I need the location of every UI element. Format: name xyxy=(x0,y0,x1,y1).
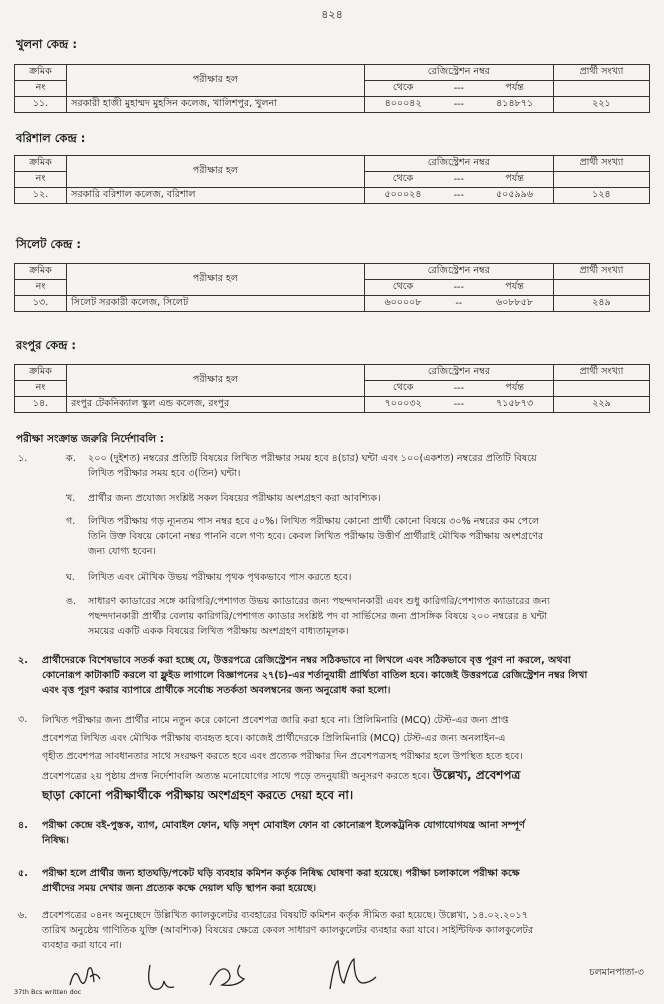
to-header: পর্যন্ত xyxy=(476,172,553,188)
dash-header: --- xyxy=(441,280,476,296)
instruction-line: লিখিত এবং মৌখিক উভয় পরীক্ষায় পৃথক পৃথকভাবে পাস করতে হবে। xyxy=(88,572,352,583)
signature-1 xyxy=(70,968,100,985)
serial-header: ক্রমিক xyxy=(15,365,67,381)
instruction-line: ব্যবহার করা যাবে না। xyxy=(42,940,122,951)
hall-header: পরীক্ষার হল xyxy=(67,264,365,296)
row-hall: রংপুর টেকনিক্যাল স্কুল এন্ড কলেজ, রংপুর xyxy=(67,397,365,413)
signature-2 xyxy=(149,965,174,989)
center-title-rangpur: রংপুর কেন্দ্র : xyxy=(16,338,77,352)
reg-header: রেজিস্ট্রেশন নম্বর xyxy=(364,365,553,381)
center-table-sylhet xyxy=(14,263,650,312)
instruction-line: সময়ের একটি একক বিষয়ের লিখিত পরীক্ষায় অংশগ্রহণ বাধ্যতামূলক। xyxy=(88,626,349,637)
to-header: পর্যন্ত xyxy=(476,81,553,97)
instruction-line: পরীক্ষা কেন্দ্রে বই-পুস্তক, ব্যাগ, মোবাইল ফোন, ঘড়ি সদৃশ মোবাইল ফোন বা কোনোরূপ ইলেকট্রনিক যোগাযোগযন্ত্র আনা সম্পূর্ণ xyxy=(42,820,525,831)
from-header: থেকে xyxy=(364,81,441,97)
instruction-line: প্রবেশপত্রের ২য় পৃষ্ঠায় প্রদত্ত নির্দেশাবলি অত্যন্ত মনোযোগের সাথে পড়ে তদনুযায়ী অনুসরণ করতে হবে। xyxy=(42,771,430,782)
instruction-6 xyxy=(18,908,648,956)
row-count: ২৪৯ xyxy=(553,296,649,312)
instruction-line: কোনোরূপ কাটাকাটি করলে বা ফ্লুইড লাগালে বিজ্ঞাপনের ২৭(চ)-এর শর্তানুযায়ী প্রার্থিতা বাতিল হবে। কাজেই উত্তরপত্রে রেজিস্ট্রেশন নম্বর লিখা xyxy=(42,670,588,681)
footer-note: 37th Bcs written doc xyxy=(14,988,82,996)
row-from: ৬০০০০৮ xyxy=(364,296,441,312)
row-serial: ১৪. xyxy=(15,397,67,413)
serial-header: ক্রমিক xyxy=(15,264,67,280)
count-header-blank xyxy=(553,81,649,97)
instruction-line: সাধারণ ক্যাডারের সঙ্গে কারিগরি/পেশাগত উভয় ক্যাডারের জন্য পছন্দদানকারী এবং শুধু কারিগরি/পেশাগত ক্যাডারের জন্য xyxy=(88,596,550,607)
row-to: ৭১৫৮৭৩ xyxy=(476,397,553,413)
reg-header: রেজিস্ট্রেশন নম্বর xyxy=(364,264,553,280)
instruction-emphasis: উল্লেখ্য, প্রবেশপত্র xyxy=(433,768,521,782)
instructions-title: পরীক্ষা সংক্রান্ত জরুরি নির্দেশাবলি : xyxy=(16,433,164,445)
instruction-line: তারিখ অনুষ্ঠেয় গাণিতিক যুক্তি (আবশ্যিক) বিষয়ের ক্ষেত্রে কেবল সাধারণ ক্যালকুলেটর ব্যবহার করা যাবে। সাইন্টিফিক ক্যালকুলেটর xyxy=(42,925,534,936)
row-hall: সরকারী হাজী মুহাম্মদ মুহসিন কলেজ, খালিশপুর, খুলনা xyxy=(67,97,365,113)
instruction-line: প্রার্থীদেরকে বিশেষভাবে সতর্ক করা হচ্ছে যে, উত্তরপত্রে রেজিস্ট্রেশন নম্বর সঠিকভাবে না লিখলে এবং সঠিকভাবে বৃত্ত পূরণ না করলে, অথবা xyxy=(42,655,571,666)
item-letter: ক. xyxy=(66,453,76,464)
count-header-blank xyxy=(553,172,649,188)
serial-header-2: নং xyxy=(15,81,67,97)
row-count: ২২৯ xyxy=(553,397,649,413)
dash-header: --- xyxy=(441,81,476,97)
count-header: প্রার্থী সংখ্যা xyxy=(553,365,649,381)
center-table-barishal xyxy=(14,155,650,204)
item-letter: গ. xyxy=(66,516,76,527)
dash-header: --- xyxy=(441,381,476,397)
instruction-line: প্রার্থীদের সময় দেখার জন্য প্রত্যেক কক্ষে দেয়াল ঘড়ি স্থাপন করা হয়েছে। xyxy=(42,883,317,894)
count-header: প্রার্থী সংখ্যা xyxy=(553,65,649,81)
signature-4 xyxy=(330,959,376,989)
row-to: ৬০৮৮৫৮ xyxy=(476,296,553,312)
item-letter: খ. xyxy=(66,493,76,504)
item-letter: ঘ. xyxy=(66,572,75,583)
instruction-line: লিখিত পরীক্ষার জন্য প্রার্থীর নামে নতুন করে কোনো প্রবেশপত্র জারি করা হবে না। প্রিলিমিনারি (MCQ) টেস্ট-এর জন্য প্রাপ্ত xyxy=(42,715,509,726)
to-header: পর্যন্ত xyxy=(476,280,553,296)
instruction-line: পছন্দদানকারী প্রার্থীর বেলায় কারিগরি/পেশাগত ক্যাডার সংশ্লিষ্ট পদ বা সার্ভিসের জন্য প্রাসঙ্গিক বিষয়ে ২০০ নম্বরের ৪ ঘন্টা xyxy=(88,611,548,622)
center-title-sylhet: সিলেট কেন্দ্র : xyxy=(16,237,81,251)
count-header: প্রার্থী সংখ্যা xyxy=(553,156,649,172)
hall-header: পরীক্ষার হল xyxy=(67,156,365,188)
row-to: ৫০৫৯৯৬ xyxy=(476,188,553,204)
instruction-line: প্রবেশপত্রের ০৪নং অনুচ্ছেদে উল্লিখিত ক্যালকুলেটর ব্যবহারের বিষয়টি কমিশন কর্তৃক সীমিত করা হয়েছে। উল্লেখ্য, ১৪.০২.২০১৭ xyxy=(42,910,529,921)
instruction-line: ২০০ (দুইশত) নম্বরের প্রতিটি বিষয়ের লিখিত পরীক্ষার সময় হবে ৪(চার) ঘন্টা এবং ১০০(একশত) নম্বরের প্রতিটি বিষয়ে xyxy=(88,453,537,464)
item-number: ৪. xyxy=(18,820,28,831)
hall-header: পরীক্ষার হল xyxy=(67,365,365,397)
reg-header: রেজিস্ট্রেশন নম্বর xyxy=(364,65,553,81)
instruction-line: লিখিত পরীক্ষার সময় হবে ৩(তিন) ঘন্টা। xyxy=(88,468,241,479)
instruction-5 xyxy=(18,866,648,898)
row-serial: ১১. xyxy=(15,97,67,113)
instruction-line: প্রার্থীর জন্য প্রযোজ্য সংশ্লিষ্ট সকল বিষয়ের পরীক্ষায় অংশগ্রহণ করা আবশ্যিক। xyxy=(88,493,381,504)
reg-header: রেজিস্ট্রেশন নম্বর xyxy=(364,156,553,172)
instruction-1d xyxy=(18,570,648,586)
item-number: ৩. xyxy=(18,714,28,725)
serial-header-2: নং xyxy=(15,381,67,397)
item-number: ৬. xyxy=(18,910,28,921)
item-letter: ঙ. xyxy=(66,596,77,607)
row-from: ৪০০০৪২ xyxy=(364,97,441,113)
row-count: ২২১ xyxy=(553,97,649,113)
from-header: থেকে xyxy=(364,172,441,188)
instruction-1a xyxy=(18,451,648,483)
instruction-line: পরীক্ষা হলে প্রার্থীর জন্য হাতঘড়ি/পকেট ঘড়ি ব্যবহার কমিশন কর্তৃক নিষিদ্ধ ঘোষণা করা হয়েছে। পরীক্ষা চলাকালে পরীক্ষা কক্ষে xyxy=(42,868,520,879)
count-header: প্রার্থী সংখ্যা xyxy=(553,264,649,280)
instruction-line: লিখিত পরীক্ষায় গড় ন্যূনতম পাস নম্বর হবে ৫০%। লিখিত পরীক্ষায় কোনো প্রার্থী কোনো বিষয়ে ৩০% নম্বরের কম পেলে xyxy=(88,516,540,527)
instruction-line: নিষিদ্ধ। xyxy=(42,835,69,846)
serial-header-2: নং xyxy=(15,280,67,296)
instruction-1c xyxy=(18,514,648,562)
instruction-line: প্রবেশপত্র লিখিত এবং মৌখিক পরীক্ষায় ব্যবহৃত হবে। কাজেই প্রার্থীদেরকে প্রিলিমিনারি (MCQ) টেস্ট-এর জন্য অনলাইন-এ xyxy=(42,733,506,744)
instruction-3 xyxy=(18,712,648,808)
row-dash: --- xyxy=(441,97,476,113)
center-title-barishal: বরিশাল কেন্দ্র : xyxy=(16,131,86,145)
instruction-4 xyxy=(18,818,648,850)
instruction-1b xyxy=(18,491,648,507)
row-serial: ১২. xyxy=(15,188,67,204)
center-title-khulna: খুলনা কেন্দ্র : xyxy=(16,37,77,51)
instruction-emphasis: ছাড়া কোনো পরীক্ষার্থীকে পরীক্ষায় অংশগ্রহণ করতে দেয়া হবে না। xyxy=(42,788,354,802)
row-dash: -- xyxy=(441,296,476,312)
item-number: ৫. xyxy=(18,868,28,879)
signatures xyxy=(60,955,400,995)
row-hall: সিলেট সরকারী কলেজ, সিলেট xyxy=(67,296,365,312)
row-count: ১২৪ xyxy=(553,188,649,204)
row-dash: --- xyxy=(441,188,476,204)
row-dash: --- xyxy=(441,397,476,413)
from-header: থেকে xyxy=(364,280,441,296)
count-header-blank xyxy=(553,280,649,296)
page-number: ৪২৪ xyxy=(321,8,343,21)
row-hall: সরকারি বরিশাল কলেজ, বরিশাল xyxy=(67,188,365,204)
center-table-rangpur xyxy=(14,364,650,413)
row-serial: ১৩. xyxy=(15,296,67,312)
continued-label: চলমানপাতা-৩ xyxy=(589,967,644,978)
signature-3 xyxy=(210,965,244,985)
item-number: ১. xyxy=(18,453,28,464)
to-header: পর্যন্ত xyxy=(476,381,553,397)
row-to: ৪১৪৮৭১ xyxy=(476,97,553,113)
dash-header: --- xyxy=(441,172,476,188)
serial-header: ক্রমিক xyxy=(15,65,67,81)
instruction-line: তিনি উক্ত বিষয়ে কোনো নম্বর পাননি বলে গণ্য হবে। কেবল লিখিত পরীক্ষায় উত্তীর্ণ প্রার্থীরাই মৌখিক পরীক্ষায় অংশগ্রণের xyxy=(88,531,544,542)
from-header: থেকে xyxy=(364,381,441,397)
row-from: ৫০০০২৪ xyxy=(364,188,441,204)
instruction-1e xyxy=(18,594,648,642)
count-header-blank xyxy=(553,381,649,397)
center-table-khulna xyxy=(14,64,650,113)
row-from: ৭০০০৩২ xyxy=(364,397,441,413)
hall-header: পরীক্ষার হল xyxy=(67,65,365,97)
instruction-line: জন্য যোগ্য হবেন। xyxy=(88,546,156,557)
serial-header: ক্রমিক xyxy=(15,156,67,172)
instruction-line: গৃহীত প্রবেশপত্র সাবধানতার সাথে সংরক্ষণ করতে হবে এবং প্রত্যেক পরীক্ষার দিন প্রবেশপত্রসহ পরীক্ষার হলে উপস্থিত হতে হবে। xyxy=(42,751,523,762)
instruction-2 xyxy=(18,653,648,701)
instruction-line: এবং বৃত্ত পূরণ করার ব্যাপারে প্রার্থীকে সর্বোচ্চ সতর্কতা অবলম্বনের জন্য অনুরোধ করা হলো। xyxy=(42,685,391,696)
item-number: ২. xyxy=(18,655,28,666)
serial-header-2: নং xyxy=(15,172,67,188)
